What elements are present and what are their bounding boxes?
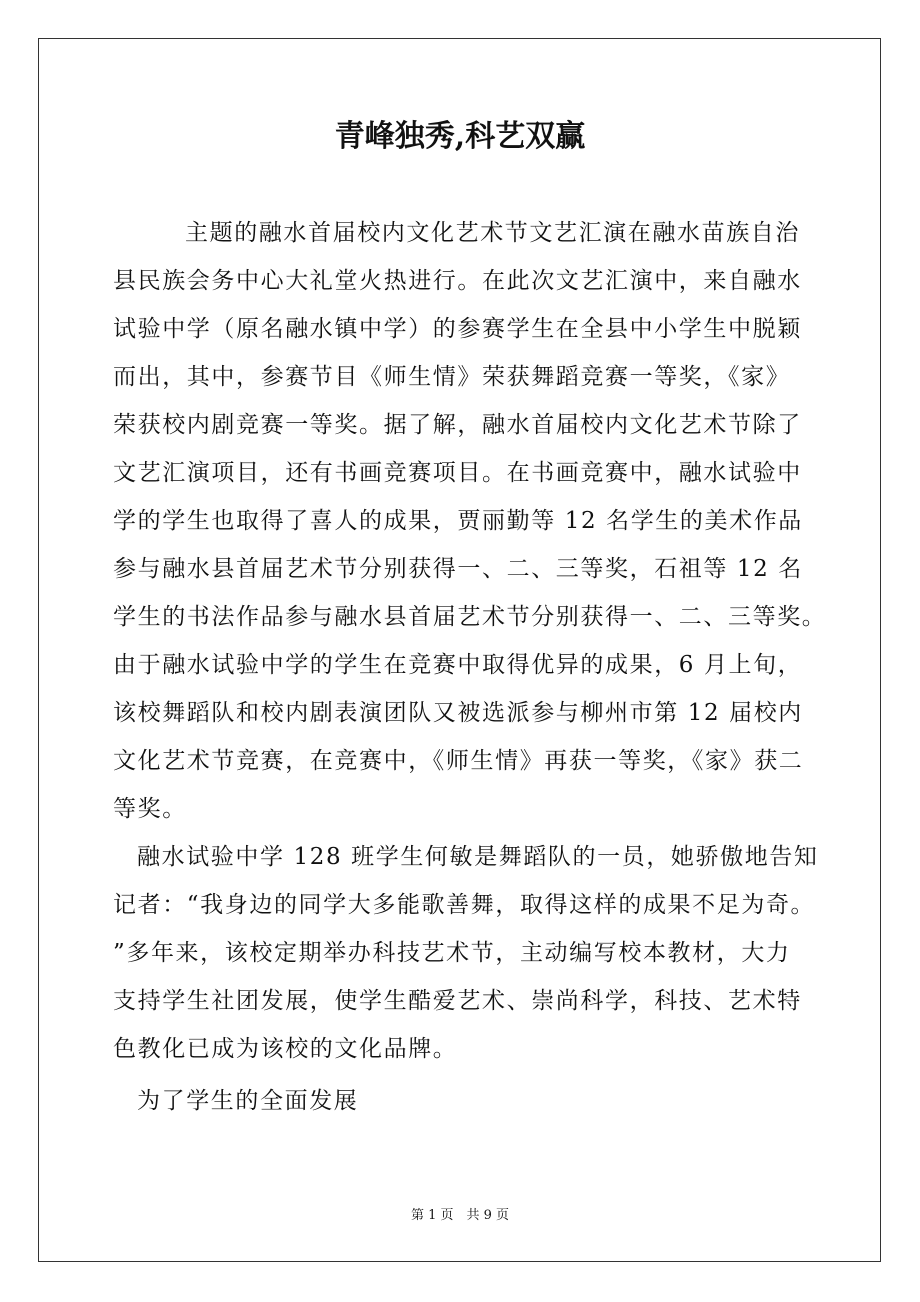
text-line: 色教化已成为该校的文化品牌。 [113,1036,458,1062]
paragraph-2 [113,833,833,1073]
document-title: 青峰独秀,科艺双赢 [334,119,586,154]
text-line: 县民族会务中心大礼堂火热进行。在此次文艺汇演中，来自融水 [113,268,802,294]
text-line: 荣获校内剧竞赛一等奖。据了解，融水首届校内文化艺术节除了 [113,412,802,438]
text-line: 等奖。 [113,796,187,822]
text-line: 融水试验中学 128 班学生何敏是舞蹈队的一员，她骄傲地告知 [137,844,819,870]
text-line: 主题的融水首届校内文化艺术节文艺汇演在融水苗族自治 [185,220,800,246]
text-line: 文化艺术节竞赛，在竞赛中，《师生情》再获一等奖，《家》获二 [113,748,804,774]
paragraph-1 [113,209,833,833]
text-line: 文艺汇演项目，还有书画竞赛项目。在书画竞赛中，融水试验中 [113,460,802,486]
text-line: ”多年来，该校定期举办科技艺术节，主动编写校本教材，大力 [113,940,791,966]
text-line: 试验中学（原名融水镇中学）的参赛学生在全县中小学生中脱颖 [113,316,802,342]
page-number-footer: 第 1 页 共 9 页 [410,1208,510,1223]
text-line: 学的学生也取得了喜人的成果，贾丽勤等 12 名学生的美术作品 [113,508,803,534]
text-line: 由于融水试验中学的学生在竞赛中取得优异的成果，6 月上旬， [113,652,803,678]
text-line: 该校舞蹈队和校内剧表演团队又被选派参与柳州市第 12 届校内 [113,700,803,726]
text-line: 支持学生社团发展，使学生酷爱艺术、崇尚科学，科技、艺术特 [113,988,802,1014]
text-line: 为了学生的全面发展 [137,1088,359,1114]
text-line: 参与融水县首届艺术节分别获得一、二、三等奖，石祖等 12 名 [113,556,803,582]
text-line: 学生的书法作品参与融水县首届艺术节分别获得一、二、三等奖。 [113,604,827,630]
document-body [113,209,833,1125]
paragraph-3 [113,1077,833,1125]
text-line: 记者：“我身边的同学大多能歌善舞，取得这样的成果不足为奇。 [113,892,816,918]
text-line: 而出，其中，参赛节目《师生情》荣获舞蹈竞赛一等奖，《家》 [113,364,791,390]
